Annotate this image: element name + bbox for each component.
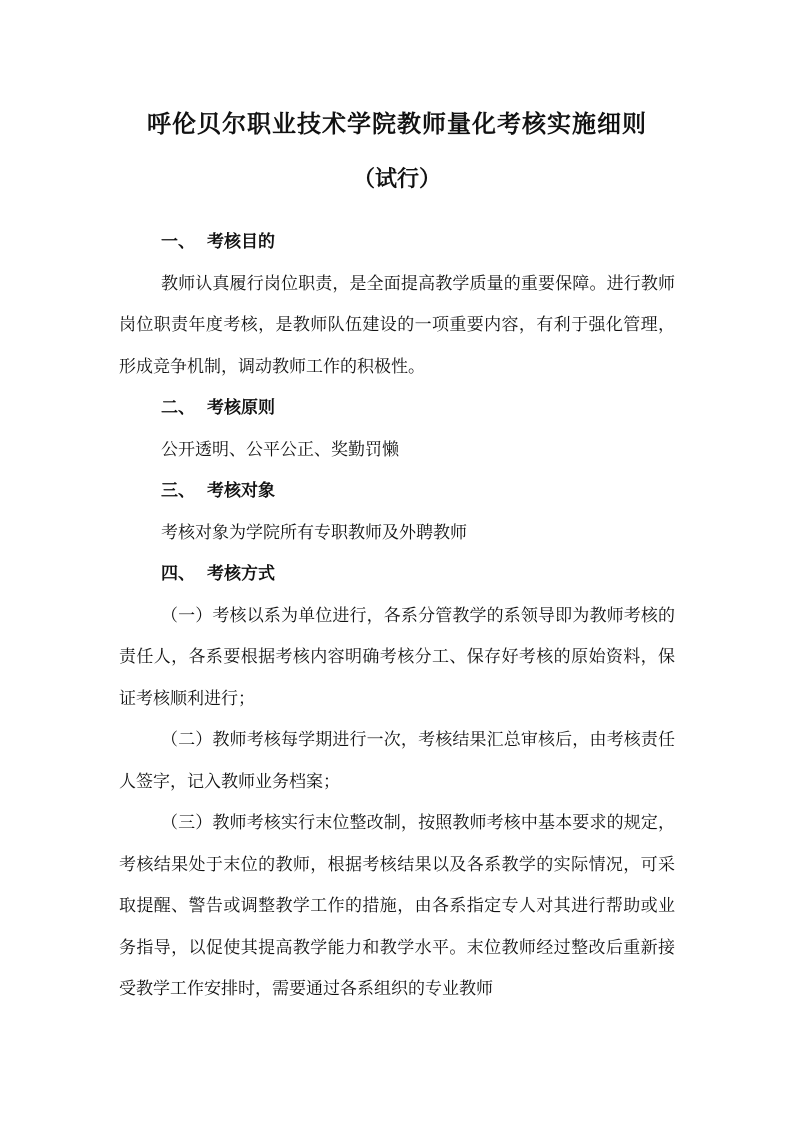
document-body	[119, 222, 675, 1011]
document-title: 呼伦贝尔职业技术学院教师量化考核实施细则	[147, 109, 647, 138]
section-number: 二、	[161, 398, 195, 418]
section-title: 考核目的	[207, 232, 275, 252]
section-title: 考核方式	[207, 564, 275, 584]
section-number: 一、	[161, 232, 195, 252]
section-paragraph: （二）教师考核每学期进行一次，考核结果汇总审核后，由考核责任人签字，记入教师业务档案；	[119, 730, 675, 792]
section-heading	[119, 222, 675, 264]
section-paragraph: 考核对象为学院所有专职教师及外聘教师	[161, 522, 467, 543]
section-heading	[119, 554, 675, 596]
section-number: 四、	[161, 564, 195, 584]
section-number: 三、	[161, 481, 195, 501]
section-paragraph: （三）教师考核实行末位整改制，按照教师考核中基本要求的规定，考核结果处于末位的教师，根据考核结果以及各系教学的实际情况，可采取提醒、警告或调整教学工作的措施，由各系指定专人对其进行帮助或业务指导，以促使其提高教学能力和教学水平。末位教师经过整改后重新接受教学工作安排时，需要通过各系组织的专业教师	[119, 813, 675, 999]
section-title: 考核原则	[207, 398, 275, 418]
document-subtitle: （试行）	[352, 166, 441, 192]
section-title: 考核对象	[207, 481, 275, 501]
section-paragraph: （一）考核以系为单位进行，各系分管教学的系领导即为教师考核的责任人，各系要根据考核内容明确考核分工、保存好考核的原始资料，保证考核顺利进行；	[119, 605, 675, 709]
section-paragraph: 教师认真履行岗位职责，是全面提高教学质量的重要保障。进行教师岗位职责年度考核，是教师队伍建设的一项重要内容，有利于强化管理，形成竞争机制，调动教师工作的积极性。	[119, 273, 675, 377]
section-paragraph: 公开透明、公平公正、奖勤罚懒	[161, 439, 399, 460]
section-heading	[119, 388, 675, 430]
section-heading	[119, 471, 675, 513]
